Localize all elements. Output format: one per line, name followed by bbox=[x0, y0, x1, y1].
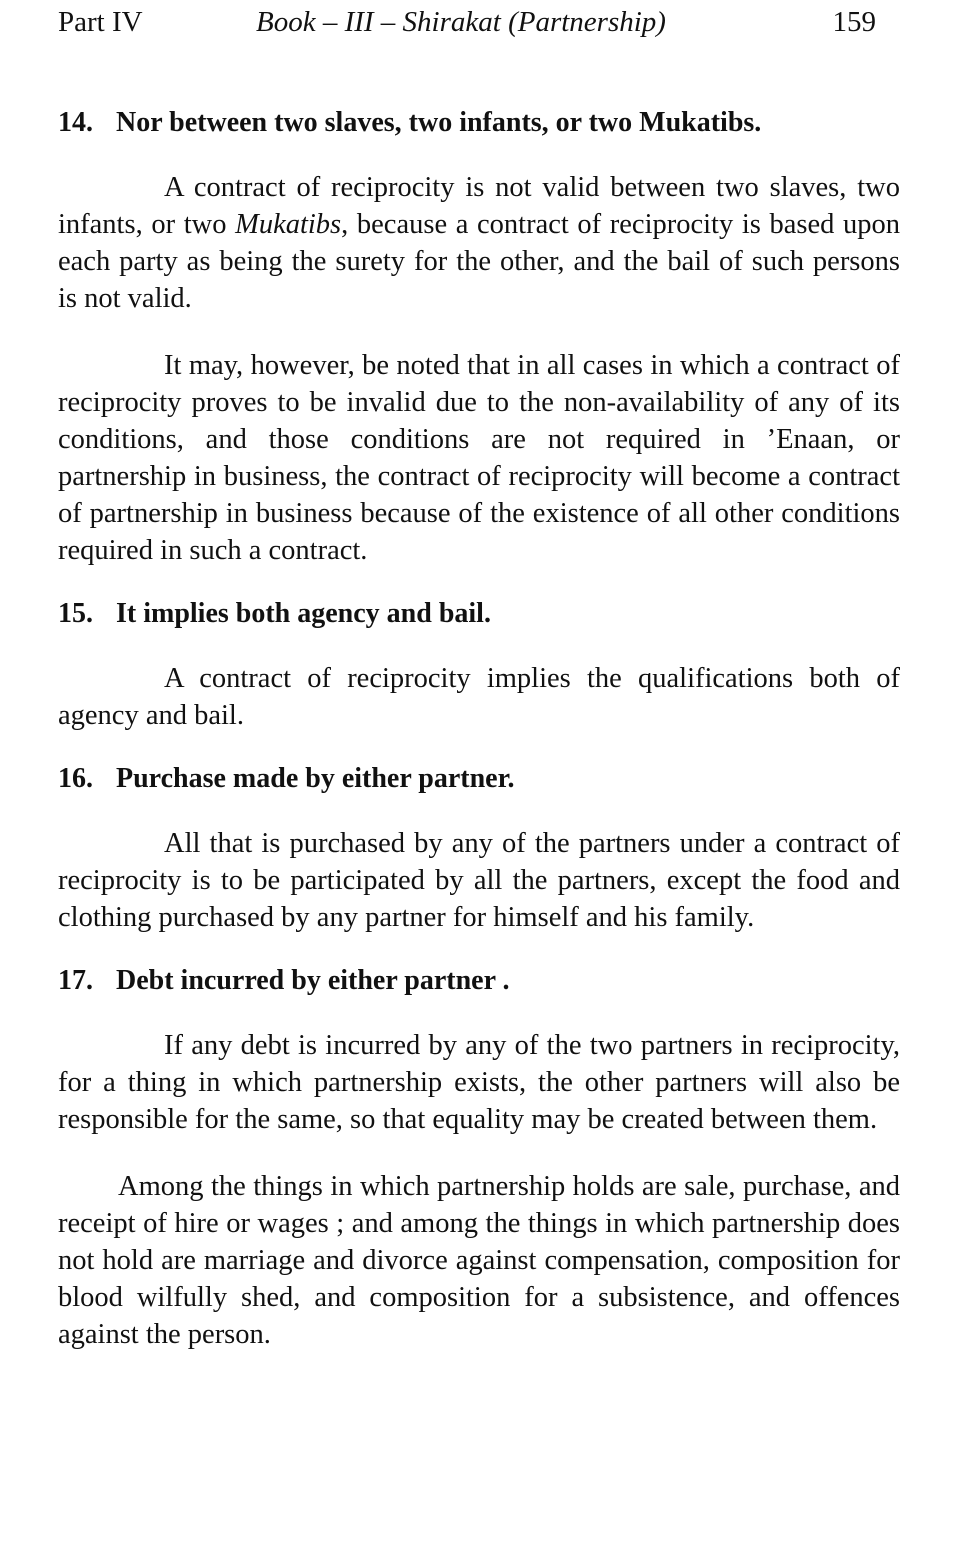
book-title: Book – III – Shirakat (Partnership) bbox=[256, 6, 666, 38]
italic-term: Mukatibs bbox=[235, 209, 342, 240]
section-title: Nor between two slaves, two infants, or two Mukatibs. bbox=[116, 107, 762, 138]
section-heading-17 bbox=[58, 962, 900, 1000]
part-label: Part IV bbox=[58, 6, 143, 38]
paragraph: Among the things in which partnership holds are sale, purchase, and receipt of hire or wages ; and among the things in which partnership does not hold are marriage and divorce against compensation, composition for blood wilfully shed, and composition for a subsistence, and offences against the person. bbox=[58, 1171, 900, 1350]
section-heading-15 bbox=[58, 595, 900, 633]
section-heading-16 bbox=[58, 760, 900, 798]
section-title: It implies both agency and bail. bbox=[116, 598, 491, 629]
paragraph-text: A contract of reciprocity is not valid between two slaves, two infants, or two bbox=[58, 172, 900, 240]
section-heading-14 bbox=[58, 104, 900, 142]
running-header bbox=[58, 2, 900, 42]
page-body bbox=[58, 104, 900, 1353]
section-number: 15. bbox=[58, 598, 93, 629]
paragraph: A contract of reciprocity implies the qualifications both of agency and bail. bbox=[58, 663, 900, 731]
section-title: Purchase made by either partner. bbox=[116, 763, 515, 794]
paragraph: If any debt is incurred by any of the two partners in reciprocity, for a thing in which partnership exists, the other partners will also be responsible for the same, so that equality may be created between them. bbox=[58, 1030, 900, 1135]
paragraph-text: , because a contract of reciprocity is based upon each party as being the surety for the other, and the bail of such persons is not valid. bbox=[58, 209, 900, 314]
paragraph bbox=[58, 169, 900, 317]
paragraph: All that is purchased by any of the partners under a contract of reciprocity is to be participated by all the partners, except the food and clothing purchased by any partner for himself and his family. bbox=[58, 828, 900, 933]
section-number: 17. bbox=[58, 965, 93, 996]
section-number: 16. bbox=[58, 763, 93, 794]
page-number: 159 bbox=[832, 6, 876, 38]
section-title: Debt incurred by either partner . bbox=[116, 965, 510, 996]
section-number: 14. bbox=[58, 107, 93, 138]
paragraph: It may, however, be noted that in all cases in which a contract of reciprocity proves to be invalid due to the non-availability of any of its conditions, and those conditions are not required in ’Enaan, or partnership in business, the contract of reciprocity will become a contract of partnership in business because of the existence of all other conditions required in such a contract. bbox=[58, 350, 900, 566]
